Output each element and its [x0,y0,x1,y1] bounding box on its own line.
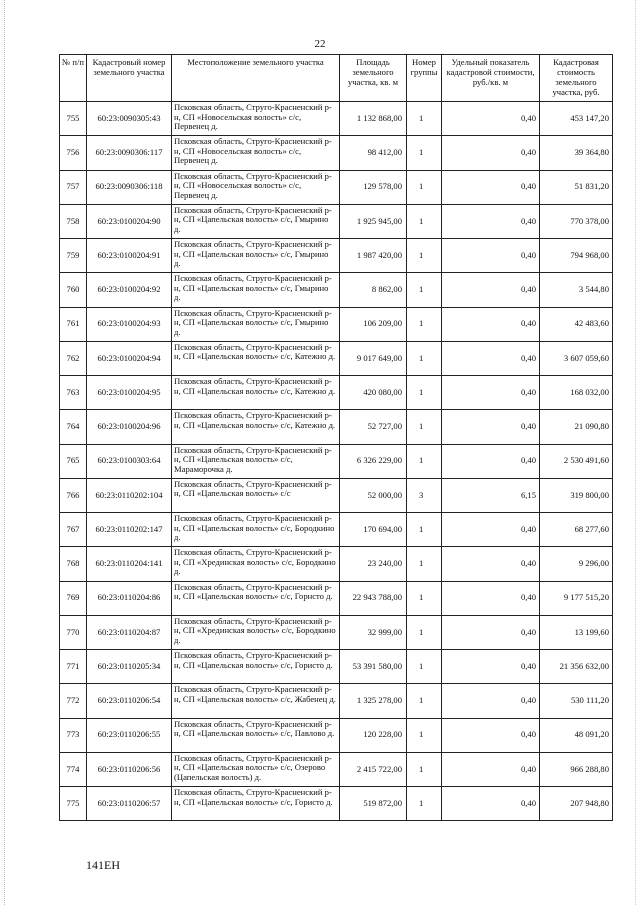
area-cell: 106 209,00 [340,307,407,341]
rate-cell: 0,40 [442,547,540,581]
table-row [60,615,613,649]
cadastral-number-cell: 60:23:0110204:141 [87,547,172,581]
group-cell: 1 [407,684,442,718]
cadastral-number-cell: 60:23:0110205:34 [87,650,172,684]
row-number-cell: 770 [60,615,87,649]
location-cell: Псковская область, Струго-Красненский р-н, СП «Цапельская волость» с/с, Катежно д. [172,410,340,444]
footer-code: 141ЕН [86,858,120,872]
rate-cell: 0,40 [442,650,540,684]
cadastral-value-cell: 21 090,80 [540,410,613,444]
header-cadastral: Кадастровый номер земельного участка [87,55,172,102]
header-location: Местоположение земельного участка [172,55,340,102]
group-cell: 1 [407,341,442,375]
header-rate: Удельный показатель кадастровой стоимости, руб./кв. м [442,55,540,102]
row-number-cell: 772 [60,684,87,718]
group-cell: 1 [407,376,442,410]
location-cell: Псковская область, Струго-Красненский р-н, СП «Цапельская волость» с/с, Горнсто д. [172,581,340,615]
row-number-cell: 760 [60,273,87,307]
table-row [60,478,613,512]
area-cell: 32 999,00 [340,615,407,649]
table-row [60,444,613,478]
table-row [60,136,613,170]
area-cell: 1 925 945,00 [340,204,407,238]
group-cell: 1 [407,102,442,136]
rate-cell: 0,40 [442,273,540,307]
cadastral-value-table [59,54,613,821]
table-row [60,239,613,273]
cadastral-value-cell: 207 948,80 [540,787,613,821]
rate-cell: 0,40 [442,102,540,136]
cadastral-value-cell: 3 607 059,60 [540,341,613,375]
rate-cell: 0,40 [442,684,540,718]
table-row [60,684,613,718]
cadastral-value-cell: 2 530 491,60 [540,444,613,478]
group-cell: 1 [407,615,442,649]
group-cell: 1 [407,547,442,581]
row-number-cell: 755 [60,102,87,136]
location-cell: Псковская область, Струго-Красненский р-н, СП «Цапельская волость» с/с, Озерово (Цапельская волость) д. [172,752,340,786]
location-cell: Псковская область, Струго-Красненский р-н, СП «Цапельская волость» с/с, Гористо д. [172,650,340,684]
table-row [60,718,613,752]
rate-cell: 0,40 [442,581,540,615]
group-cell: 1 [407,513,442,547]
rate-cell: 0,40 [442,615,540,649]
cadastral-number-cell: 60:23:0110206:56 [87,752,172,786]
group-cell: 1 [407,307,442,341]
row-number-cell: 766 [60,478,87,512]
cadastral-number-cell: 60:23:0100204:92 [87,273,172,307]
table-header-row [60,55,613,102]
cadastral-number-cell: 60:23:0110206:55 [87,718,172,752]
cadastral-value-cell: 319 800,00 [540,478,613,512]
table-row [60,581,613,615]
cadastral-number-cell: 60:23:0100204:93 [87,307,172,341]
area-cell: 6 326 229,00 [340,444,407,478]
area-cell: 519 872,00 [340,787,407,821]
cadastral-number-cell: 60:23:0090306:117 [87,136,172,170]
rate-cell: 0,40 [442,170,540,204]
scan-edge-right [635,0,636,905]
cadastral-number-cell: 60:23:0110206:57 [87,787,172,821]
rate-cell: 0,40 [442,307,540,341]
cadastral-value-cell: 48 091,20 [540,718,613,752]
area-cell: 8 862,00 [340,273,407,307]
rate-cell: 0,40 [442,718,540,752]
table-row [60,273,613,307]
rate-cell: 6,15 [442,478,540,512]
area-cell: 98 412,00 [340,136,407,170]
cadastral-value-cell: 966 288,80 [540,752,613,786]
location-cell: Псковская область, Струго-Красненский р-н, СП «Цапельская волость» с/с, Катежно д. [172,376,340,410]
table-body [60,102,613,821]
location-cell: Псковская область, Струго-Красненский р-н, СП «Цапельская волость» с/с, Гористо д. [172,787,340,821]
group-cell: 1 [407,239,442,273]
cadastral-value-cell: 39 364,80 [540,136,613,170]
location-cell: Псковская область, Струго-Красненский р-н, СП «Цапельская волость» с/с, Катежно д. [172,341,340,375]
location-cell: Псковская область, Струго-Красненский р-н, СП «Новосельская волость» с/с, Первенец д. [172,102,340,136]
rate-cell: 0,40 [442,444,540,478]
area-cell: 170 694,00 [340,513,407,547]
area-cell: 1 325 278,00 [340,684,407,718]
row-number-cell: 762 [60,341,87,375]
area-cell: 22 943 788,00 [340,581,407,615]
table-row [60,787,613,821]
table-row [60,547,613,581]
table-row [60,752,613,786]
area-cell: 52 000,00 [340,478,407,512]
area-cell: 53 391 580,00 [340,650,407,684]
area-cell: 1 987 420,00 [340,239,407,273]
area-cell: 129 578,00 [340,170,407,204]
page-number: 22 [314,38,326,50]
cadastral-value-cell: 168 032,00 [540,376,613,410]
cadastral-number-cell: 60:23:0100204:90 [87,204,172,238]
location-cell: Псковская область, Струго-Красненский р-н, СП «Новосельская волость» с/с, Первенец д. [172,136,340,170]
table-row [60,204,613,238]
rate-cell: 0,40 [442,410,540,444]
rate-cell: 0,40 [442,752,540,786]
cadastral-number-cell: 60:23:0100204:95 [87,376,172,410]
rate-cell: 0,40 [442,239,540,273]
row-number-cell: 769 [60,581,87,615]
rate-cell: 0,40 [442,341,540,375]
group-cell: 3 [407,478,442,512]
location-cell: Псковская область, Струго-Красненский р-н, СП «Цапельская волость» с/с, Бородкино д. [172,513,340,547]
rate-cell: 0,40 [442,513,540,547]
area-cell: 9 017 649,00 [340,341,407,375]
location-cell: Псковская область, Струго-Красненский р-н, СП «Хрединская волость» с/с, Бородкино д. [172,547,340,581]
location-cell: Псковская область, Струго-Красненский р-н, СП «Хрединская волость» с/с, Бородкино д. [172,615,340,649]
location-cell: Псковская область, Струго-Красненский р-н, СП «Цапельская волость» с/с, Мараморочка д. [172,444,340,478]
row-number-cell: 759 [60,239,87,273]
cadastral-number-cell: 60:23:0110206:54 [87,684,172,718]
rate-cell: 0,40 [442,204,540,238]
row-number-cell: 763 [60,376,87,410]
header-value: Кадастровая стоимость земельного участка, руб. [540,55,613,102]
area-cell: 52 727,00 [340,410,407,444]
cadastral-number-cell: 60:23:0110204:86 [87,581,172,615]
cadastral-value-cell: 770 378,00 [540,204,613,238]
cadastral-number-cell: 60:23:0100204:91 [87,239,172,273]
cadastral-value-cell: 530 111,20 [540,684,613,718]
location-cell: Псковская область, Струго-Красненский р-н, СП «Цапельская волость» с/с, Гмырино д. [172,273,340,307]
table-row [60,307,613,341]
row-number-cell: 758 [60,204,87,238]
group-cell: 1 [407,718,442,752]
header-group: Номер группы [407,55,442,102]
row-number-cell: 774 [60,752,87,786]
table-row [60,341,613,375]
rate-cell: 0,40 [442,787,540,821]
group-cell: 1 [407,787,442,821]
cadastral-number-cell: 60:23:0110202:104 [87,478,172,512]
cadastral-value-cell: 68 277,60 [540,513,613,547]
location-cell: Псковская область, Струго-Красненский р-н, СП «Цапельская волость» с/с [172,478,340,512]
row-number-cell: 757 [60,170,87,204]
area-cell: 2 415 722,00 [340,752,407,786]
row-number-cell: 768 [60,547,87,581]
row-number-cell: 764 [60,410,87,444]
header-area: Площадь земельного участка, кв. м [340,55,407,102]
table-row [60,410,613,444]
group-cell: 1 [407,752,442,786]
cadastral-value-cell: 794 968,00 [540,239,613,273]
group-cell: 1 [407,650,442,684]
cadastral-number-cell: 60:23:0100204:96 [87,410,172,444]
area-cell: 23 240,00 [340,547,407,581]
table-row [60,650,613,684]
location-cell: Псковская область, Струго-Красненский р-н, СП «Цапельская волость» с/с, Гмырино д. [172,239,340,273]
cadastral-value-cell: 9 296,00 [540,547,613,581]
location-cell: Псковская область, Струго-Красненский р-н, СП «Цапельская волость» с/с, Жабенец д. [172,684,340,718]
cadastral-number-cell: 60:23:0090306:118 [87,170,172,204]
cadastral-value-cell: 51 831,20 [540,170,613,204]
table-row [60,170,613,204]
group-cell: 1 [407,170,442,204]
location-cell: Псковская область, Струго-Красненский р-н, СП «Цапельская волость» с/с, Павлово д. [172,718,340,752]
group-cell: 1 [407,444,442,478]
cadastral-value-cell: 21 356 632,00 [540,650,613,684]
header-num: № п/п [60,55,87,102]
scan-edge-left [4,0,5,905]
area-cell: 1 132 868,00 [340,102,407,136]
cadastral-value-cell: 3 544,80 [540,273,613,307]
area-cell: 420 080,00 [340,376,407,410]
cadastral-number-cell: 60:23:0100204:94 [87,341,172,375]
cadastral-number-cell: 60:23:0110202:147 [87,513,172,547]
group-cell: 1 [407,581,442,615]
location-cell: Псковская область, Струго-Красненский р-н, СП «Цапельская волость» с/с, Гмырино д. [172,307,340,341]
row-number-cell: 765 [60,444,87,478]
area-cell: 120 228,00 [340,718,407,752]
group-cell: 1 [407,410,442,444]
rate-cell: 0,40 [442,376,540,410]
cadastral-value-cell: 453 147,20 [540,102,613,136]
table-row [60,376,613,410]
cadastral-value-cell: 9 177 515,20 [540,581,613,615]
cadastral-number-cell: 60:23:0110204:87 [87,615,172,649]
row-number-cell: 756 [60,136,87,170]
row-number-cell: 771 [60,650,87,684]
row-number-cell: 761 [60,307,87,341]
rate-cell: 0,40 [442,136,540,170]
cadastral-number-cell: 60:23:0100303:64 [87,444,172,478]
group-cell: 1 [407,204,442,238]
row-number-cell: 773 [60,718,87,752]
row-number-cell: 775 [60,787,87,821]
group-cell: 1 [407,136,442,170]
location-cell: Псковская область, Струго-Красненский р-н, СП «Цапельская волость» с/с, Гмырино д. [172,204,340,238]
cadastral-value-cell: 42 483,60 [540,307,613,341]
group-cell: 1 [407,273,442,307]
location-cell: Псковская область, Струго-Красненский р-н, СП «Новосельская волость» с/с, Первенец д. [172,170,340,204]
table-row [60,513,613,547]
cadastral-value-cell: 13 199,60 [540,615,613,649]
cadastral-number-cell: 60:23:0090305:43 [87,102,172,136]
row-number-cell: 767 [60,513,87,547]
table-row [60,102,613,136]
